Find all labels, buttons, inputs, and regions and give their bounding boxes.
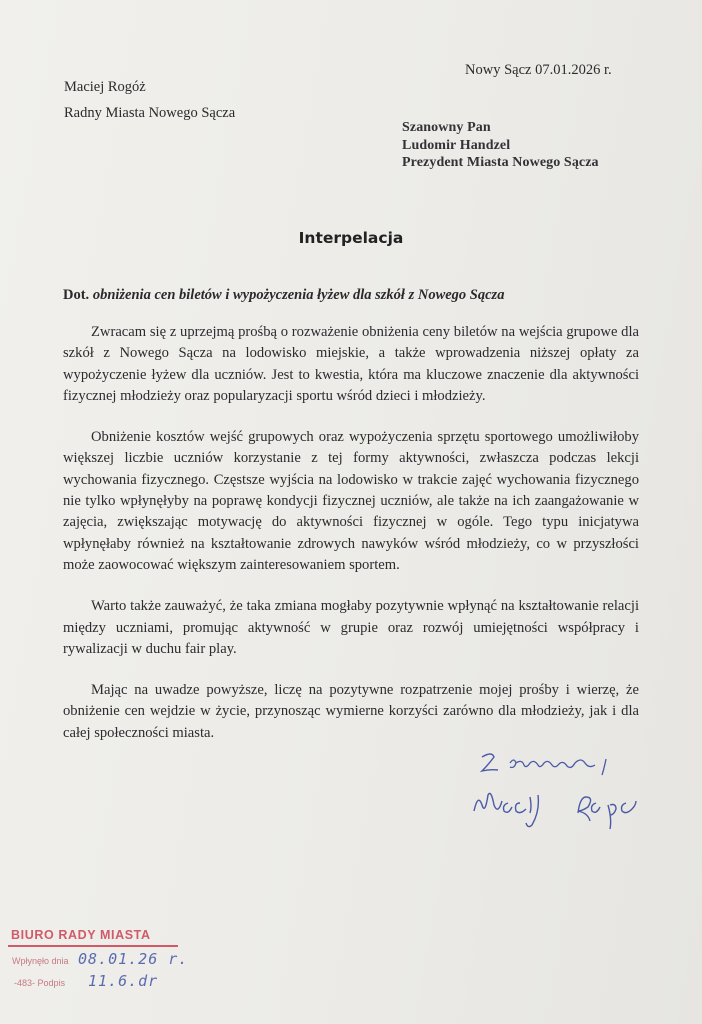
body-paragraph: Warto także zauważyć, że taka zmiana mogłaby pozytywnie wpłynąć na kształtowanie relacji między uczniami, promując aktywność w grupie oraz rozwój umiejętności współpracy i rywalizacji w duchu fair play. <box>63 598 639 657</box>
stamp-received-label: Wpłynęło dnia <box>12 956 69 966</box>
letter-date: Nowy Sącz 07.01.2026 r. <box>465 62 612 78</box>
recipient-block <box>402 119 599 172</box>
recipient-salutation: Szanowny Pan <box>402 120 491 135</box>
document-title: Interpelacja <box>298 229 404 247</box>
subject-text: obniżenia cen biletów i wypożyczenia łyżew dla szkół z Nowego Sącza <box>92 287 505 303</box>
sender-block <box>64 74 235 126</box>
registration-stamp <box>8 928 198 1023</box>
body-paragraph: Zwracam się z uprzejmą prośbą o rozważenie obniżenia ceny biletów na wejścia grupowe dla szkół z Nowego Sącza na lodowisko miejskie, a także wprowadzenia niższej opłaty za wypożyczenie łyżew dla uczniów. Jest to kwestia, która ma kluczowe znaczenie dla aktywności fizycznej młodzieży oraz popularyzacji sportu wśród dzieci i młodzieży. <box>63 324 639 404</box>
stamp-ref-value: 11.6.dr <box>88 972 159 990</box>
subject-prefix: Dot. <box>63 287 90 303</box>
handwritten-signature <box>470 745 670 855</box>
stamp-ref-label: -483- Podpis <box>14 978 66 988</box>
stamp-received-value: 08.01.26 r. <box>78 950 189 968</box>
recipient-name: Ludomir Handzel <box>402 137 511 153</box>
recipient-title: Prezydent Miasta Nowego Sącza <box>402 155 599 170</box>
sender-name: Maciej Rogóż <box>64 79 146 95</box>
subject-line <box>63 287 504 304</box>
sender-role: Radny Miasta Nowego Sącza <box>64 105 236 121</box>
letter-body <box>63 322 639 764</box>
body-paragraph: Mając na uwadze powyższe, liczę na pozytywne rozpatrzenie mojej prośby i wierzę, że obniżenie cen wejdzie w życie, przynosząc wymierne korzyści zarówno dla młodzieży, jak i dla całej społeczności miasta. <box>63 682 639 741</box>
stamp-divider <box>8 945 178 947</box>
stamp-title: BIURO RADY MIASTA <box>11 928 151 942</box>
body-paragraph: Obniżenie kosztów wejść grupowych oraz wypożyczenia sprzętu sportowego umożliwiłoby większej liczbie uczniów korzystanie z tej formy aktywności, zwłaszcza podczas lekcji wychowania fizycznego. Częstsze wyjścia na lodowisko w trakcie zajęć wychowania fizycznego nie tylko wpłynęłyby na poprawę kondycji fizycznej uczniów, ale także na ich zaangażowanie w zajęcia, zwiększając motywację do aktywności fizycznej w ogóle. Tego typu inicjatywa wpłynęłaby również na kształtowanie zdrowych nawyków wśród młodzieży, co w przyszłości może zaowocować większym zainteresowaniem sportem. <box>63 429 639 573</box>
